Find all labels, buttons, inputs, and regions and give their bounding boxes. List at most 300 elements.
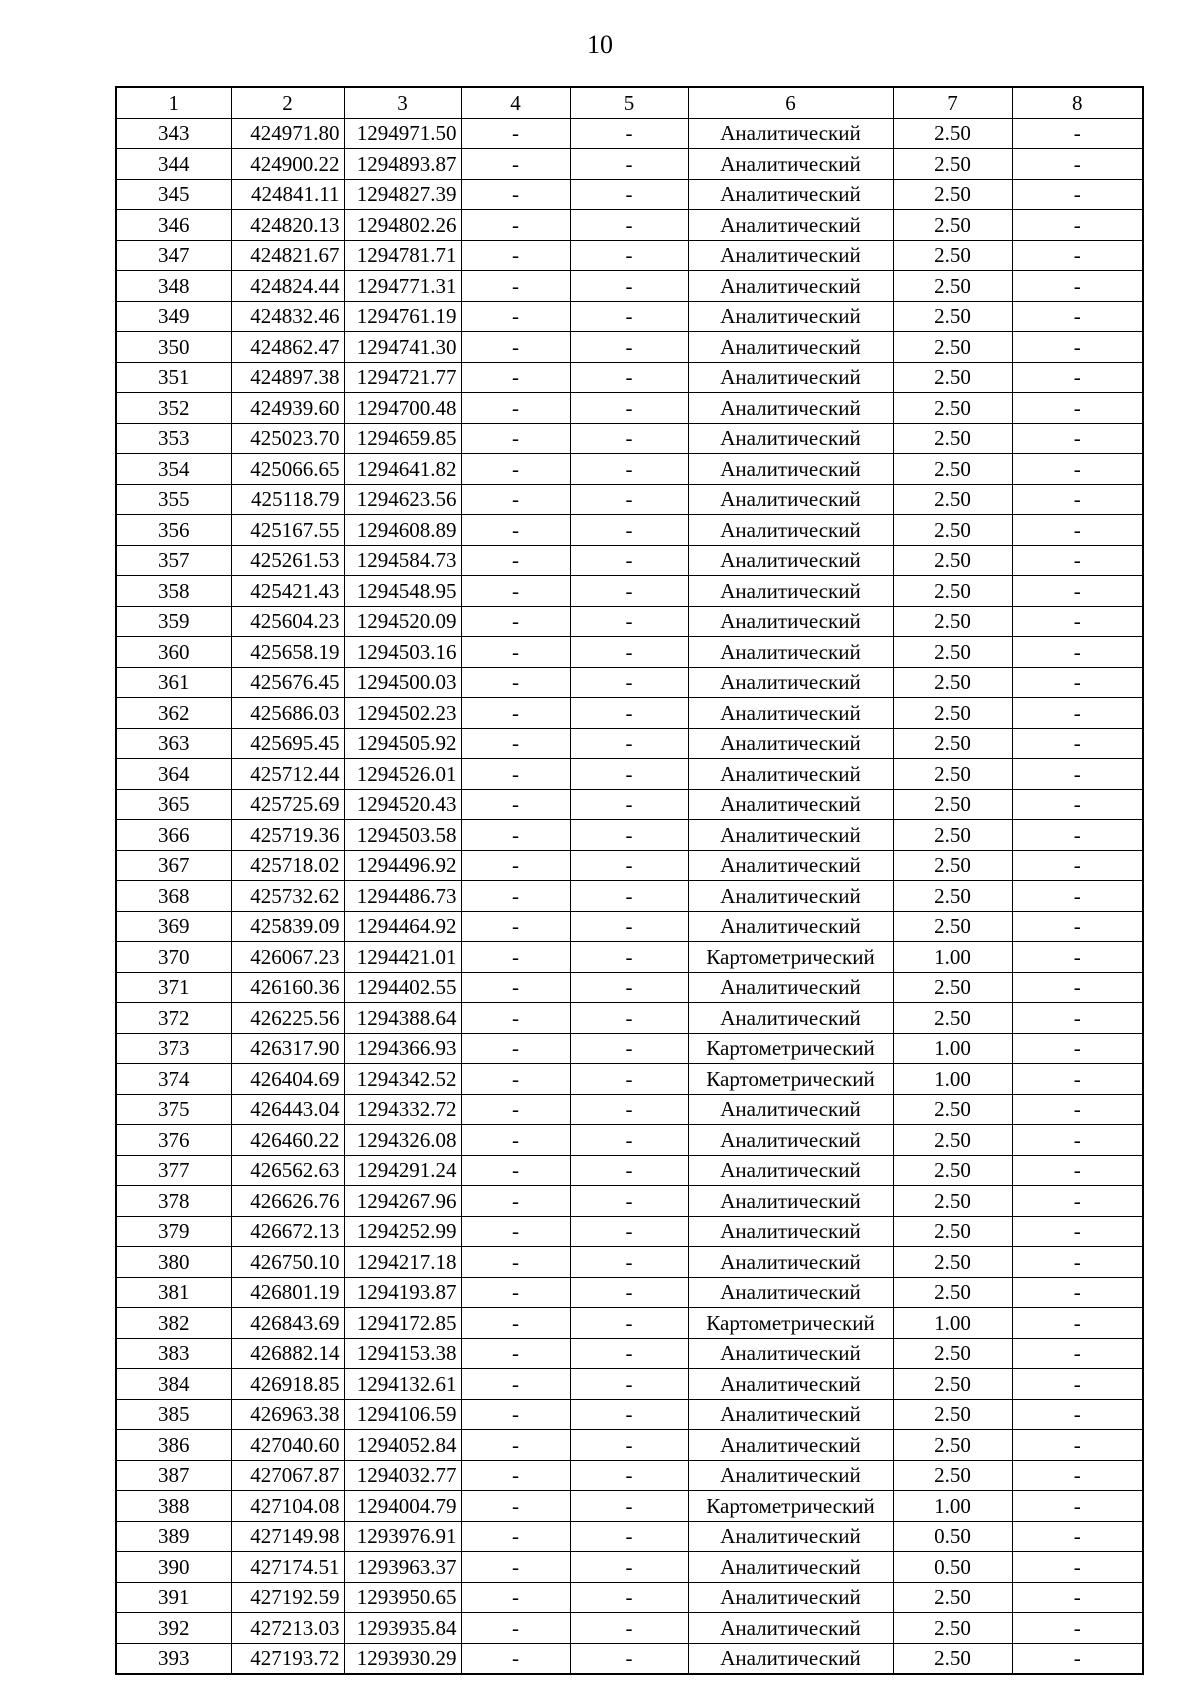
point-number-cell: 361 [116,667,231,698]
accuracy-cell: 2.50 [893,728,1012,759]
col8-cell: - [1012,423,1143,454]
point-number-cell: 380 [116,1247,231,1278]
x-coordinate-cell: 426067.23 [231,942,344,973]
col5-cell: - [570,149,688,180]
method-cell: Аналитический [688,545,893,576]
y-coordinate-cell: 1294267.96 [344,1186,461,1217]
x-coordinate-cell: 427149.98 [231,1521,344,1552]
col5-cell: - [570,423,688,454]
col5-cell: - [570,911,688,942]
x-coordinate-cell: 427193.72 [231,1643,344,1674]
col8-cell: - [1012,454,1143,485]
col4-cell: - [461,1369,570,1400]
table-row [116,1369,1143,1400]
col4-cell: - [461,1064,570,1095]
col5-cell: - [570,484,688,515]
point-number-cell: 347 [116,240,231,271]
col5-cell: - [570,1186,688,1217]
x-coordinate-cell: 427040.60 [231,1430,344,1461]
table-row [116,1125,1143,1156]
point-number-cell: 379 [116,1216,231,1247]
col8-cell: - [1012,301,1143,332]
point-number-cell: 377 [116,1155,231,1186]
table-row [116,545,1143,576]
x-coordinate-cell: 426672.13 [231,1216,344,1247]
y-coordinate-cell: 1294172.85 [344,1308,461,1339]
method-cell: Аналитический [688,484,893,515]
point-number-cell: 373 [116,1033,231,1064]
col8-cell: - [1012,1308,1143,1339]
point-number-cell: 388 [116,1491,231,1522]
col8-cell: - [1012,210,1143,241]
method-cell: Аналитический [688,271,893,302]
y-coordinate-cell: 1294520.43 [344,789,461,820]
point-number-cell: 364 [116,759,231,790]
y-coordinate-cell: 1294332.72 [344,1094,461,1125]
method-cell: Аналитический [688,332,893,363]
col4-cell: - [461,179,570,210]
x-coordinate-cell: 424900.22 [231,149,344,180]
col4-cell: - [461,118,570,149]
x-coordinate-cell: 425686.03 [231,698,344,729]
col5-cell: - [570,606,688,637]
accuracy-cell: 2.50 [893,576,1012,607]
col8-cell: - [1012,1155,1143,1186]
col8-cell: - [1012,759,1143,790]
point-number-cell: 367 [116,850,231,881]
column-header: 4 [461,87,570,118]
point-number-cell: 381 [116,1277,231,1308]
col8-cell: - [1012,1582,1143,1613]
col4-cell: - [461,484,570,515]
y-coordinate-cell: 1293963.37 [344,1552,461,1583]
col8-cell: - [1012,271,1143,302]
y-coordinate-cell: 1294761.19 [344,301,461,332]
accuracy-cell: 2.50 [893,1430,1012,1461]
col8-cell: - [1012,667,1143,698]
col5-cell: - [570,1277,688,1308]
y-coordinate-cell: 1294893.87 [344,149,461,180]
col5-cell: - [570,1033,688,1064]
col4-cell: - [461,1552,570,1583]
y-coordinate-cell: 1294106.59 [344,1399,461,1430]
accuracy-cell: 2.50 [893,667,1012,698]
point-number-cell: 374 [116,1064,231,1095]
x-coordinate-cell: 425839.09 [231,911,344,942]
col4-cell: - [461,1216,570,1247]
point-number-cell: 348 [116,271,231,302]
point-number-cell: 393 [116,1643,231,1674]
col5-cell: - [570,332,688,363]
point-number-cell: 387 [116,1460,231,1491]
table-row [116,1094,1143,1125]
y-coordinate-cell: 1294193.87 [344,1277,461,1308]
col5-cell: - [570,881,688,912]
col4-cell: - [461,1613,570,1644]
column-header: 5 [570,87,688,118]
point-number-cell: 350 [116,332,231,363]
table-body [116,118,1143,1674]
point-number-cell: 363 [116,728,231,759]
y-coordinate-cell: 1294402.55 [344,972,461,1003]
method-cell: Аналитический [688,1003,893,1034]
accuracy-cell: 2.50 [893,240,1012,271]
table-row [116,1552,1143,1583]
col4-cell: - [461,1003,570,1034]
x-coordinate-cell: 424897.38 [231,362,344,393]
table-row [116,911,1143,942]
col5-cell: - [570,1064,688,1095]
point-number-cell: 344 [116,149,231,180]
method-cell: Аналитический [688,454,893,485]
y-coordinate-cell: 1294132.61 [344,1369,461,1400]
col8-cell: - [1012,484,1143,515]
col4-cell: - [461,1582,570,1613]
col4-cell: - [461,393,570,424]
table-row [116,1216,1143,1247]
col4-cell: - [461,545,570,576]
point-number-cell: 385 [116,1399,231,1430]
col4-cell: - [461,789,570,820]
x-coordinate-cell: 425604.23 [231,606,344,637]
col5-cell: - [570,820,688,851]
col8-cell: - [1012,911,1143,942]
col4-cell: - [461,728,570,759]
col5-cell: - [570,301,688,332]
col8-cell: - [1012,789,1143,820]
table-row [116,820,1143,851]
y-coordinate-cell: 1293950.65 [344,1582,461,1613]
table-row [116,210,1143,241]
x-coordinate-cell: 424939.60 [231,393,344,424]
x-coordinate-cell: 426562.63 [231,1155,344,1186]
col5-cell: - [570,545,688,576]
table-row [116,667,1143,698]
col8-cell: - [1012,606,1143,637]
method-cell: Аналитический [688,423,893,454]
method-cell: Аналитический [688,972,893,1003]
table-row [116,1521,1143,1552]
y-coordinate-cell: 1294052.84 [344,1430,461,1461]
col4-cell: - [461,423,570,454]
col5-cell: - [570,393,688,424]
y-coordinate-cell: 1294584.73 [344,545,461,576]
method-cell: Картометрический [688,1308,893,1339]
x-coordinate-cell: 425658.19 [231,637,344,668]
accuracy-cell: 2.50 [893,1277,1012,1308]
accuracy-cell: 2.50 [893,393,1012,424]
method-cell: Картометрический [688,942,893,973]
column-header: 2 [231,87,344,118]
y-coordinate-cell: 1294500.03 [344,667,461,698]
col5-cell: - [570,850,688,881]
col5-cell: - [570,271,688,302]
table-row [116,301,1143,332]
table-row [116,1064,1143,1095]
x-coordinate-cell: 425167.55 [231,515,344,546]
y-coordinate-cell: 1294771.31 [344,271,461,302]
x-coordinate-cell: 426160.36 [231,972,344,1003]
x-coordinate-cell: 425066.65 [231,454,344,485]
table-row [116,240,1143,271]
y-coordinate-cell: 1294503.58 [344,820,461,851]
x-coordinate-cell: 425118.79 [231,484,344,515]
col4-cell: - [461,1521,570,1552]
x-coordinate-cell: 425261.53 [231,545,344,576]
col8-cell: - [1012,240,1143,271]
y-coordinate-cell: 1294971.50 [344,118,461,149]
x-coordinate-cell: 425719.36 [231,820,344,851]
col5-cell: - [570,454,688,485]
y-coordinate-cell: 1294388.64 [344,1003,461,1034]
y-coordinate-cell: 1294326.08 [344,1125,461,1156]
method-cell: Аналитический [688,911,893,942]
col5-cell: - [570,1155,688,1186]
table-row [116,1186,1143,1217]
accuracy-cell: 2.50 [893,1613,1012,1644]
col5-cell: - [570,759,688,790]
x-coordinate-cell: 424832.46 [231,301,344,332]
point-number-cell: 362 [116,698,231,729]
accuracy-cell: 2.50 [893,1399,1012,1430]
col4-cell: - [461,759,570,790]
col4-cell: - [461,1643,570,1674]
method-cell: Аналитический [688,1521,893,1552]
point-number-cell: 375 [116,1094,231,1125]
table-row [116,515,1143,546]
col8-cell: - [1012,972,1143,1003]
x-coordinate-cell: 427174.51 [231,1552,344,1583]
x-coordinate-cell: 426404.69 [231,1064,344,1095]
col5-cell: - [570,240,688,271]
method-cell: Аналитический [688,850,893,881]
table-row [116,972,1143,1003]
accuracy-cell: 2.50 [893,698,1012,729]
col8-cell: - [1012,1552,1143,1583]
col8-cell: - [1012,1430,1143,1461]
col8-cell: - [1012,1186,1143,1217]
y-coordinate-cell: 1294505.92 [344,728,461,759]
method-cell: Аналитический [688,576,893,607]
accuracy-cell: 2.50 [893,850,1012,881]
point-number-cell: 356 [116,515,231,546]
col8-cell: - [1012,1003,1143,1034]
method-cell: Аналитический [688,1613,893,1644]
method-cell: Аналитический [688,179,893,210]
col8-cell: - [1012,850,1143,881]
col4-cell: - [461,1399,570,1430]
point-number-cell: 383 [116,1338,231,1369]
table-row [116,728,1143,759]
accuracy-cell: 2.50 [893,820,1012,851]
y-coordinate-cell: 1294502.23 [344,698,461,729]
accuracy-cell: 2.50 [893,1094,1012,1125]
col4-cell: - [461,1247,570,1278]
method-cell: Аналитический [688,362,893,393]
point-number-cell: 391 [116,1582,231,1613]
col4-cell: - [461,667,570,698]
y-coordinate-cell: 1294153.38 [344,1338,461,1369]
col4-cell: - [461,576,570,607]
col4-cell: - [461,820,570,851]
y-coordinate-cell: 1294252.99 [344,1216,461,1247]
col5-cell: - [570,362,688,393]
y-coordinate-cell: 1294827.39 [344,179,461,210]
col8-cell: - [1012,1033,1143,1064]
point-number-cell: 360 [116,637,231,668]
accuracy-cell: 0.50 [893,1521,1012,1552]
col8-cell: - [1012,1399,1143,1430]
method-cell: Аналитический [688,301,893,332]
method-cell: Аналитический [688,1155,893,1186]
accuracy-cell: 2.50 [893,637,1012,668]
method-cell: Аналитический [688,789,893,820]
col4-cell: - [461,881,570,912]
x-coordinate-cell: 424821.67 [231,240,344,271]
y-coordinate-cell: 1294526.01 [344,759,461,790]
method-cell: Аналитический [688,1552,893,1583]
col4-cell: - [461,1094,570,1125]
table-row [116,1338,1143,1369]
accuracy-cell: 1.00 [893,942,1012,973]
col8-cell: - [1012,728,1143,759]
col8-cell: - [1012,881,1143,912]
point-number-cell: 376 [116,1125,231,1156]
table-row [116,1155,1143,1186]
accuracy-cell: 2.50 [893,789,1012,820]
point-number-cell: 357 [116,545,231,576]
col4-cell: - [461,606,570,637]
method-cell: Картометрический [688,1491,893,1522]
point-number-cell: 390 [116,1552,231,1583]
col5-cell: - [570,1399,688,1430]
table-row [116,1491,1143,1522]
page-number: 10 [587,30,613,59]
col8-cell: - [1012,1460,1143,1491]
method-cell: Аналитический [688,698,893,729]
col8-cell: - [1012,393,1143,424]
point-number-cell: 346 [116,210,231,241]
accuracy-cell: 2.50 [893,1155,1012,1186]
x-coordinate-cell: 425695.45 [231,728,344,759]
col8-cell: - [1012,332,1143,363]
point-number-cell: 389 [116,1521,231,1552]
col5-cell: - [570,789,688,820]
point-number-cell: 386 [116,1430,231,1461]
point-number-cell: 351 [116,362,231,393]
col4-cell: - [461,911,570,942]
table-row [116,179,1143,210]
accuracy-cell: 2.50 [893,911,1012,942]
table-row [116,149,1143,180]
col4-cell: - [461,210,570,241]
y-coordinate-cell: 1294802.26 [344,210,461,241]
col4-cell: - [461,271,570,302]
method-cell: Аналитический [688,149,893,180]
method-cell: Аналитический [688,1399,893,1430]
y-coordinate-cell: 1294623.56 [344,484,461,515]
point-number-cell: 392 [116,1613,231,1644]
y-coordinate-cell: 1293930.29 [344,1643,461,1674]
x-coordinate-cell: 425023.70 [231,423,344,454]
col8-cell: - [1012,1643,1143,1674]
table-row [116,271,1143,302]
column-header: 3 [344,87,461,118]
col8-cell: - [1012,942,1143,973]
method-cell: Аналитический [688,1186,893,1217]
col4-cell: - [461,240,570,271]
col8-cell: - [1012,362,1143,393]
method-cell: Аналитический [688,1125,893,1156]
y-coordinate-cell: 1294486.73 [344,881,461,912]
accuracy-cell: 2.50 [893,362,1012,393]
accuracy-cell: 1.00 [893,1064,1012,1095]
accuracy-cell: 0.50 [893,1552,1012,1583]
x-coordinate-cell: 426225.56 [231,1003,344,1034]
point-number-cell: 345 [116,179,231,210]
point-number-cell: 372 [116,1003,231,1034]
y-coordinate-cell: 1294700.48 [344,393,461,424]
table-row [116,881,1143,912]
col4-cell: - [461,972,570,1003]
accuracy-cell: 2.50 [893,1643,1012,1674]
col5-cell: - [570,1338,688,1369]
table-row [116,1430,1143,1461]
y-coordinate-cell: 1293935.84 [344,1613,461,1644]
table-row [116,759,1143,790]
accuracy-cell: 1.00 [893,1308,1012,1339]
x-coordinate-cell: 425725.69 [231,789,344,820]
col4-cell: - [461,1430,570,1461]
method-cell: Аналитический [688,637,893,668]
x-coordinate-cell: 424824.44 [231,271,344,302]
y-coordinate-cell: 1294608.89 [344,515,461,546]
point-number-cell: 366 [116,820,231,851]
x-coordinate-cell: 427067.87 [231,1460,344,1491]
y-coordinate-cell: 1294741.30 [344,332,461,363]
x-coordinate-cell: 425676.45 [231,667,344,698]
col8-cell: - [1012,1216,1143,1247]
x-coordinate-cell: 426843.69 [231,1308,344,1339]
method-cell: Аналитический [688,1216,893,1247]
table-row [116,942,1143,973]
y-coordinate-cell: 1294342.52 [344,1064,461,1095]
accuracy-cell: 2.50 [893,1338,1012,1369]
point-number-cell: 343 [116,118,231,149]
accuracy-cell: 2.50 [893,149,1012,180]
col4-cell: - [461,515,570,546]
table-header-row [116,87,1143,118]
y-coordinate-cell: 1293976.91 [344,1521,461,1552]
col8-cell: - [1012,1064,1143,1095]
col5-cell: - [570,1460,688,1491]
point-number-cell: 384 [116,1369,231,1400]
x-coordinate-cell: 425732.62 [231,881,344,912]
col8-cell: - [1012,1521,1143,1552]
y-coordinate-cell: 1294291.24 [344,1155,461,1186]
accuracy-cell: 2.50 [893,759,1012,790]
accuracy-cell: 2.50 [893,1247,1012,1278]
method-cell: Аналитический [688,1460,893,1491]
x-coordinate-cell: 426882.14 [231,1338,344,1369]
accuracy-cell: 2.50 [893,881,1012,912]
accuracy-cell: 2.50 [893,1186,1012,1217]
x-coordinate-cell: 426443.04 [231,1094,344,1125]
method-cell: Аналитический [688,1369,893,1400]
col4-cell: - [461,149,570,180]
col8-cell: - [1012,1125,1143,1156]
point-number-cell: 369 [116,911,231,942]
